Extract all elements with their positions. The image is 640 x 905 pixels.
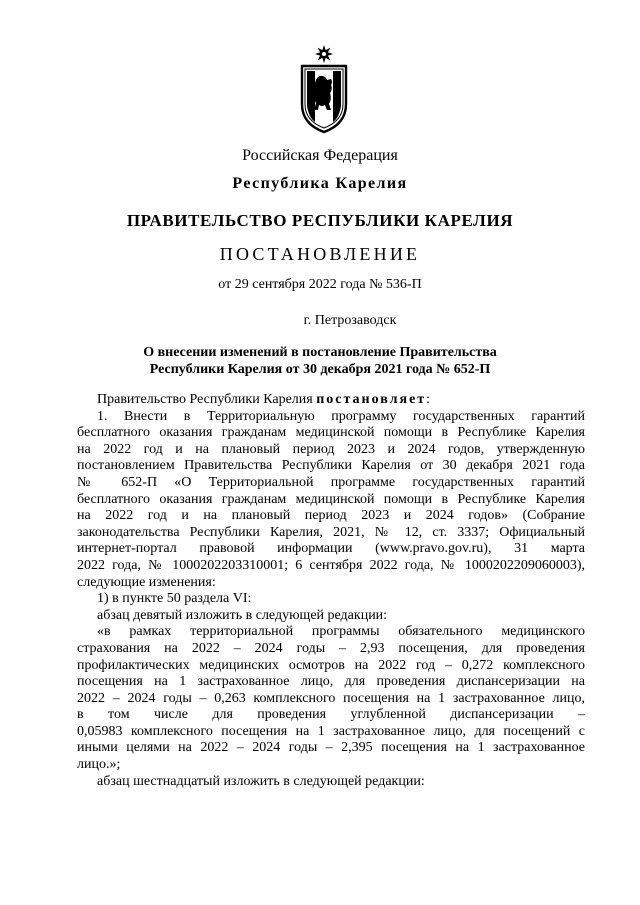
body-line: иными целями на 2022 – 2024 годы – 2,395 посещения на 1 застрахованное bbox=[77, 740, 585, 756]
body-line: постановлением Правительства Республики Карелия от 30 декабря 2021 года bbox=[77, 458, 585, 474]
body-line: на 2022 год и на плановый период 2023 и 2024 годов» (Собрание bbox=[77, 508, 585, 524]
document-title bbox=[0, 344, 640, 378]
body-line: страхования на 2022 – 2024 годы – 2,93 посещения, для проведения bbox=[77, 640, 585, 656]
body-line: № 652-П «О Территориальной программе государственных гарантий bbox=[77, 474, 585, 490]
body-line: 1. Внести в Территориальную программу государственных гарантий bbox=[97, 408, 585, 424]
body-line: 0,05983 комплексного посещения на 1 застрахованное лицо, для посещений с bbox=[77, 723, 585, 739]
republic-name: Республика Карелия bbox=[232, 175, 408, 192]
intro-prefix: Правительство Республики Карелия bbox=[97, 392, 317, 407]
title-line: Республики Карелия от 30 декабря 2021 года № 652-П bbox=[149, 362, 491, 377]
body-line: 2022 года, № 1000202203310001; 6 сентября 2022 года, № 1000202209060003), bbox=[77, 557, 585, 573]
body-line: бесплатного оказания гражданам медицинской помощи в Республике Карелия bbox=[77, 425, 585, 441]
body-line: абзац девятый изложить в следующей редакции: bbox=[97, 607, 388, 623]
body-line: лицо.»; bbox=[77, 757, 121, 773]
country-name: Российская Федерация bbox=[242, 147, 398, 164]
body-line: «в рамках территориальной программы обязательного медицинского bbox=[97, 624, 585, 640]
body-line: в том числе для проведения углубленной диспансеризации – bbox=[77, 707, 585, 723]
body-line: на 2022 год и на плановый период 2023 и 2024 годов, утвержденную bbox=[77, 441, 585, 457]
title-line: О внесении изменений в постановление Правительства bbox=[143, 345, 497, 360]
body-line: абзац шестнадцатый изложить в следующей редакции: bbox=[97, 773, 425, 789]
city: г. Петрозаводск bbox=[303, 313, 397, 328]
body-line: законодательства Республики Карелия, 2021, № 12, ст. 3337; Официальный bbox=[77, 524, 585, 540]
intro-suffix: : bbox=[426, 392, 431, 407]
body-line: 2022 – 2024 годы – 0,263 комплексного посещения на 1 застрахованное лицо, bbox=[77, 690, 585, 706]
body-line: 1) в пункте 50 раздела VI: bbox=[97, 591, 252, 607]
body-line: профилактических медицинских осмотров на 2022 год – 0,272 комплексного bbox=[77, 657, 585, 673]
document-body bbox=[77, 392, 585, 790]
decree-word: постановляет bbox=[316, 392, 427, 407]
date-number: от 29 сентября 2022 года № 536-П bbox=[218, 277, 422, 292]
government-name: ПРАВИТЕЛЬСТВО РЕСПУБЛИКИ КАРЕЛИЯ bbox=[126, 211, 514, 230]
body-line: посещения на 1 застрахованное лицо, для проведения диспансеризации на bbox=[77, 674, 585, 690]
body-line: следующие изменения: bbox=[77, 574, 216, 590]
document-type: ПОСТАНОВЛЕНИЕ bbox=[219, 244, 421, 264]
body-line: бесплатного оказания гражданам медицинской помощи в Республике Карелия bbox=[77, 491, 585, 507]
intro-line bbox=[77, 392, 585, 409]
body-line: интернет-портал правовой информации (www.pravo.gov.ru), 31 марта bbox=[77, 541, 585, 557]
karelia-coat-of-arms-icon bbox=[296, 44, 352, 134]
